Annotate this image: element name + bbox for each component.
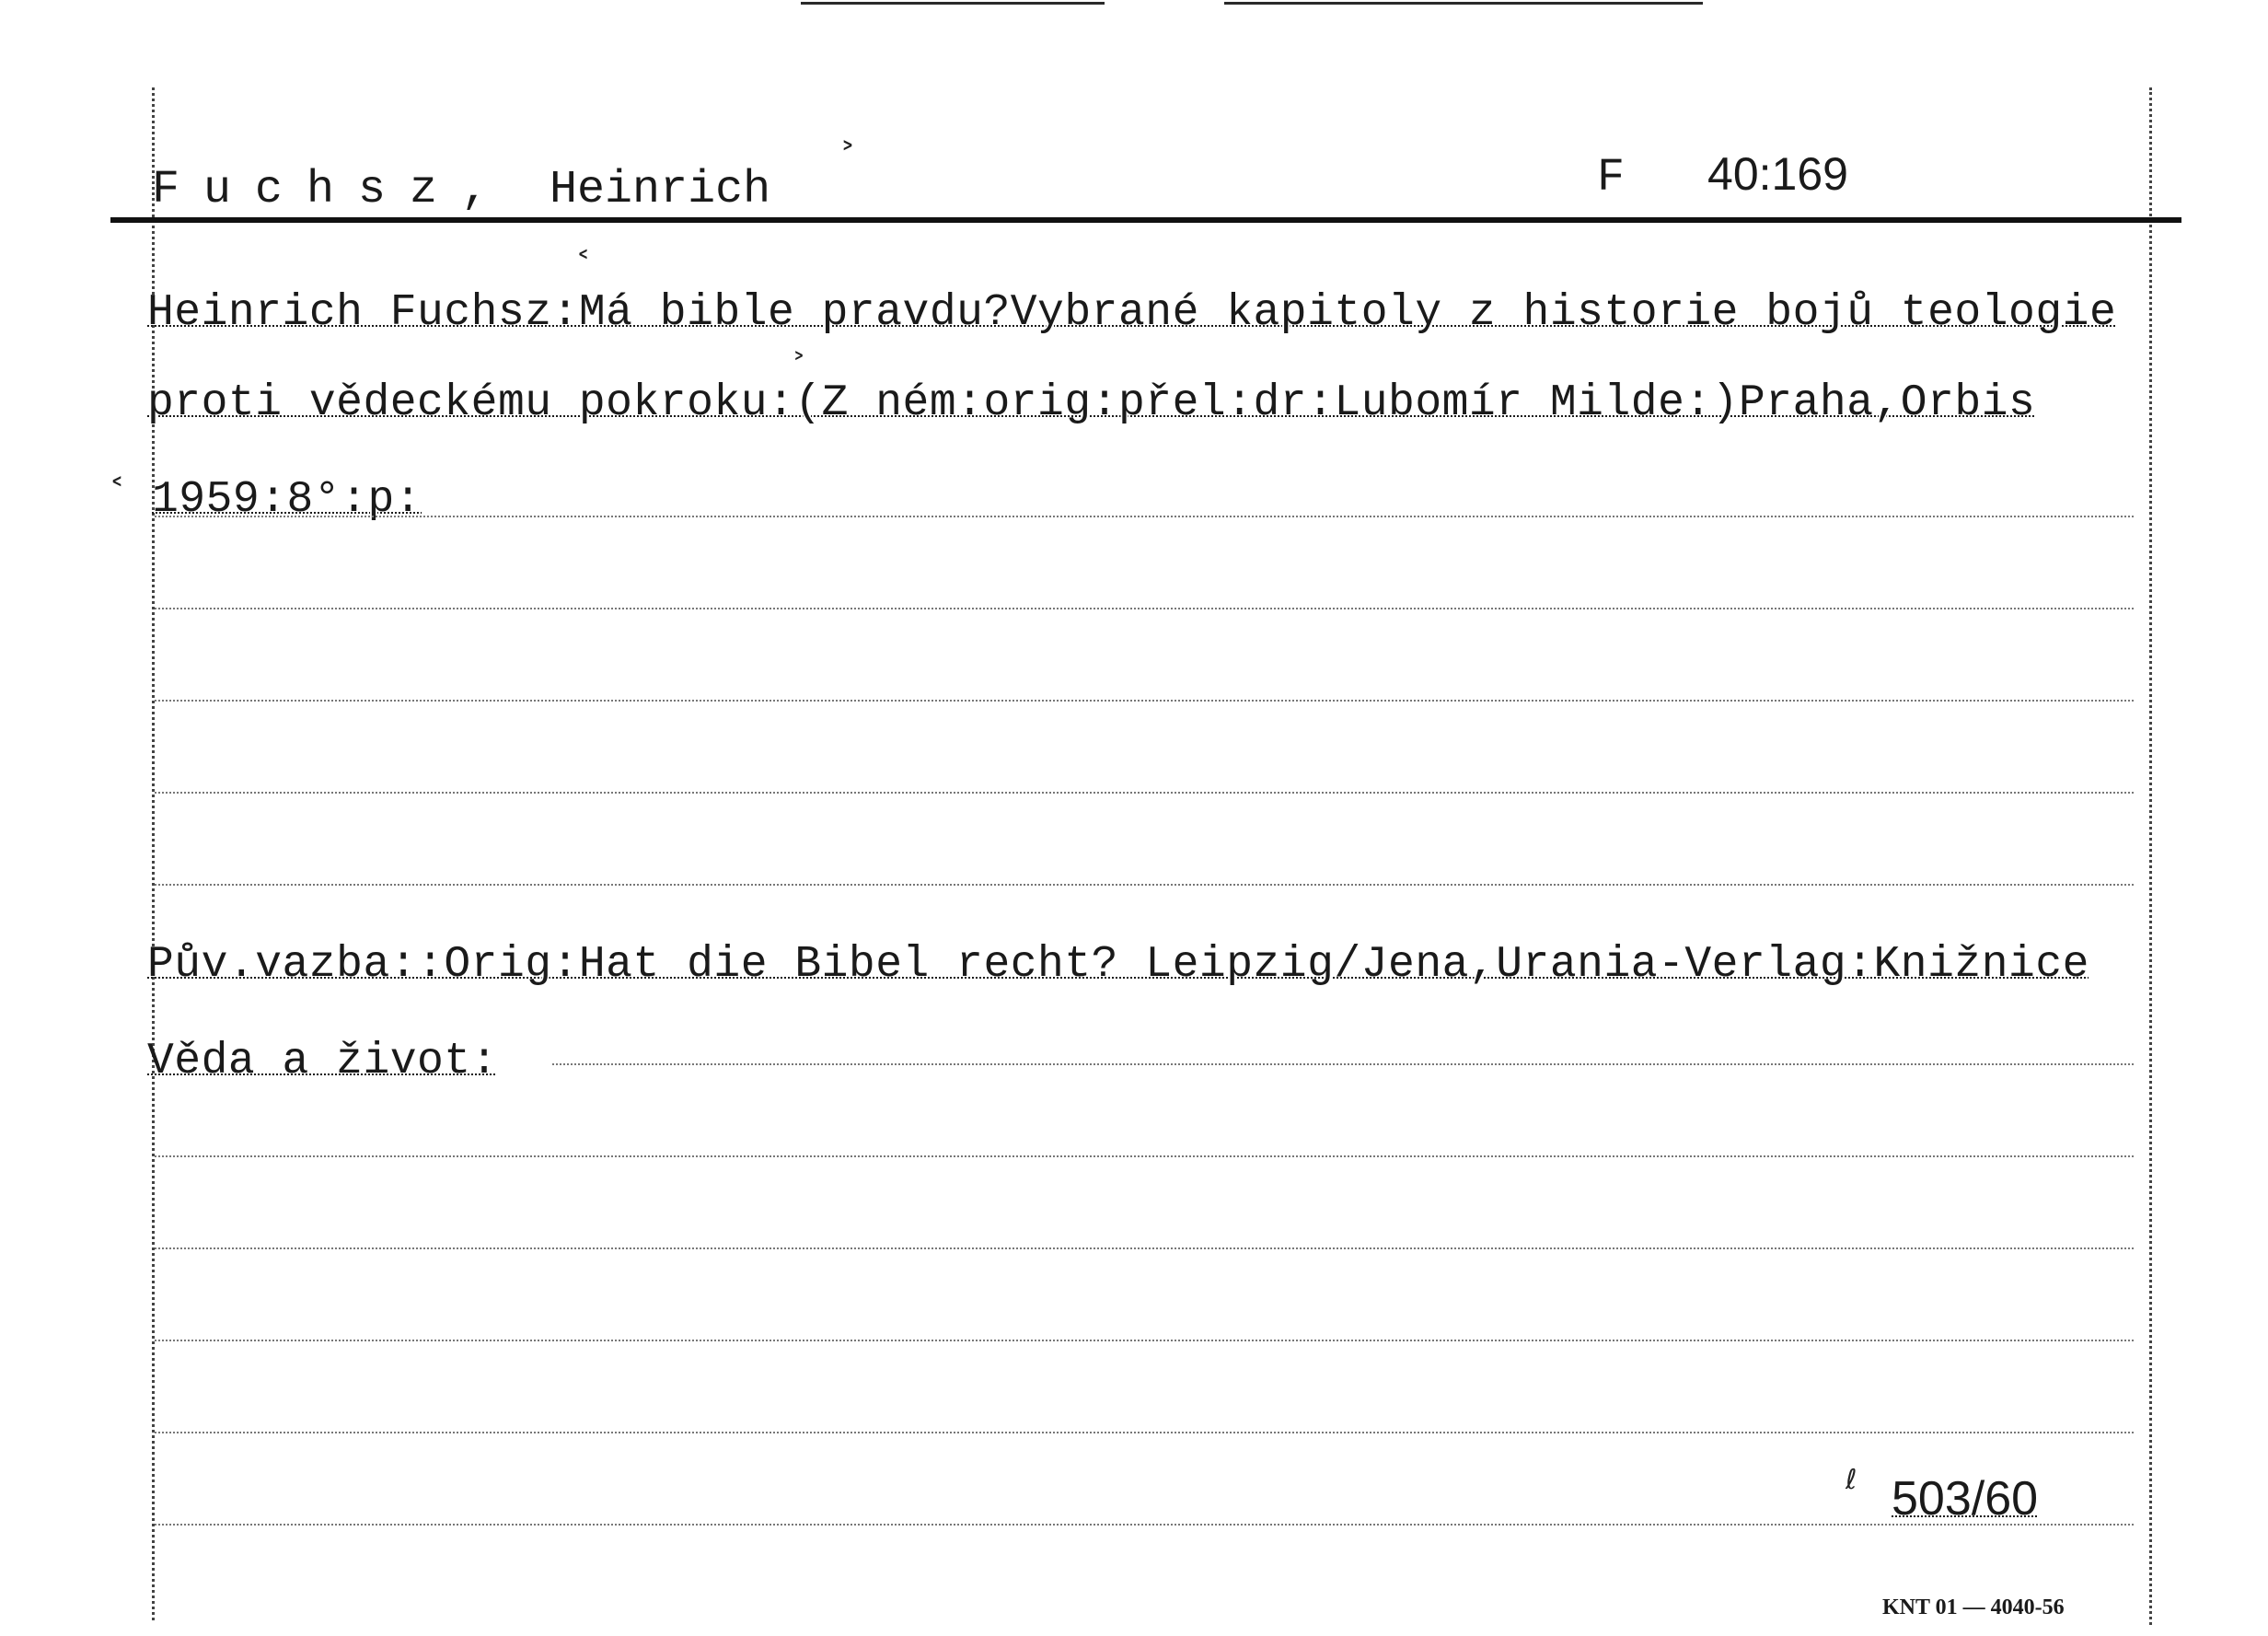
ruled-line <box>155 1432 2134 1433</box>
call-number-value: 40:169 <box>1707 148 1848 200</box>
ruled-line <box>155 1247 2134 1249</box>
ruled-line <box>155 1524 2134 1526</box>
pencil-mark: ˂ <box>109 474 125 512</box>
description-line-2: proti vědeckému pokroku:(Z ném:orig:přel:dr:Lubomír Milde:)Praha,Orbis <box>147 378 2036 428</box>
notes-line-2: Věda a život: <box>147 1037 498 1086</box>
ruled-line <box>155 1155 2134 1157</box>
ruled-line <box>552 1063 2134 1065</box>
author-given-name: Heinrich <box>550 164 771 216</box>
description-line-3: 1959:8°:p: <box>152 475 422 525</box>
ruled-line <box>155 516 2134 517</box>
ruled-line <box>155 700 2134 702</box>
accession-number: 503/60 <box>1892 1472 2039 1526</box>
pencil-mark: ˃ <box>792 348 806 383</box>
top-edge-mark <box>1224 2 1703 5</box>
heading-rule <box>110 217 2181 223</box>
pencil-mark: ˃ <box>839 138 856 176</box>
notes-line-1: Pův.vazba::Orig:Hat die Bibel recht? Leipzig/Jena,Urania-Verlag:Knižnice <box>147 940 2089 990</box>
description-line-1: Heinrich Fuchsz:Má bible pravdu?Vybrané kapitoly z historie bojů teologie <box>147 288 2117 338</box>
top-edge-mark <box>801 2 1105 5</box>
ruled-line <box>155 884 2134 886</box>
call-number <box>1597 147 1848 204</box>
pencil-mark: ℓ <box>1846 1464 1857 1496</box>
ruled-line <box>155 1340 2134 1341</box>
author-surname: Fuchsz, <box>152 164 514 216</box>
pencil-mark: ˂ <box>575 247 591 284</box>
form-code: KNT 01 — 4040-56 <box>1882 1595 2065 1619</box>
heading-author <box>152 164 770 216</box>
right-margin-line <box>2149 87 2152 1625</box>
call-number-letter: F <box>1597 152 1626 204</box>
ruled-line <box>155 792 2134 794</box>
ruled-line <box>155 608 2134 609</box>
